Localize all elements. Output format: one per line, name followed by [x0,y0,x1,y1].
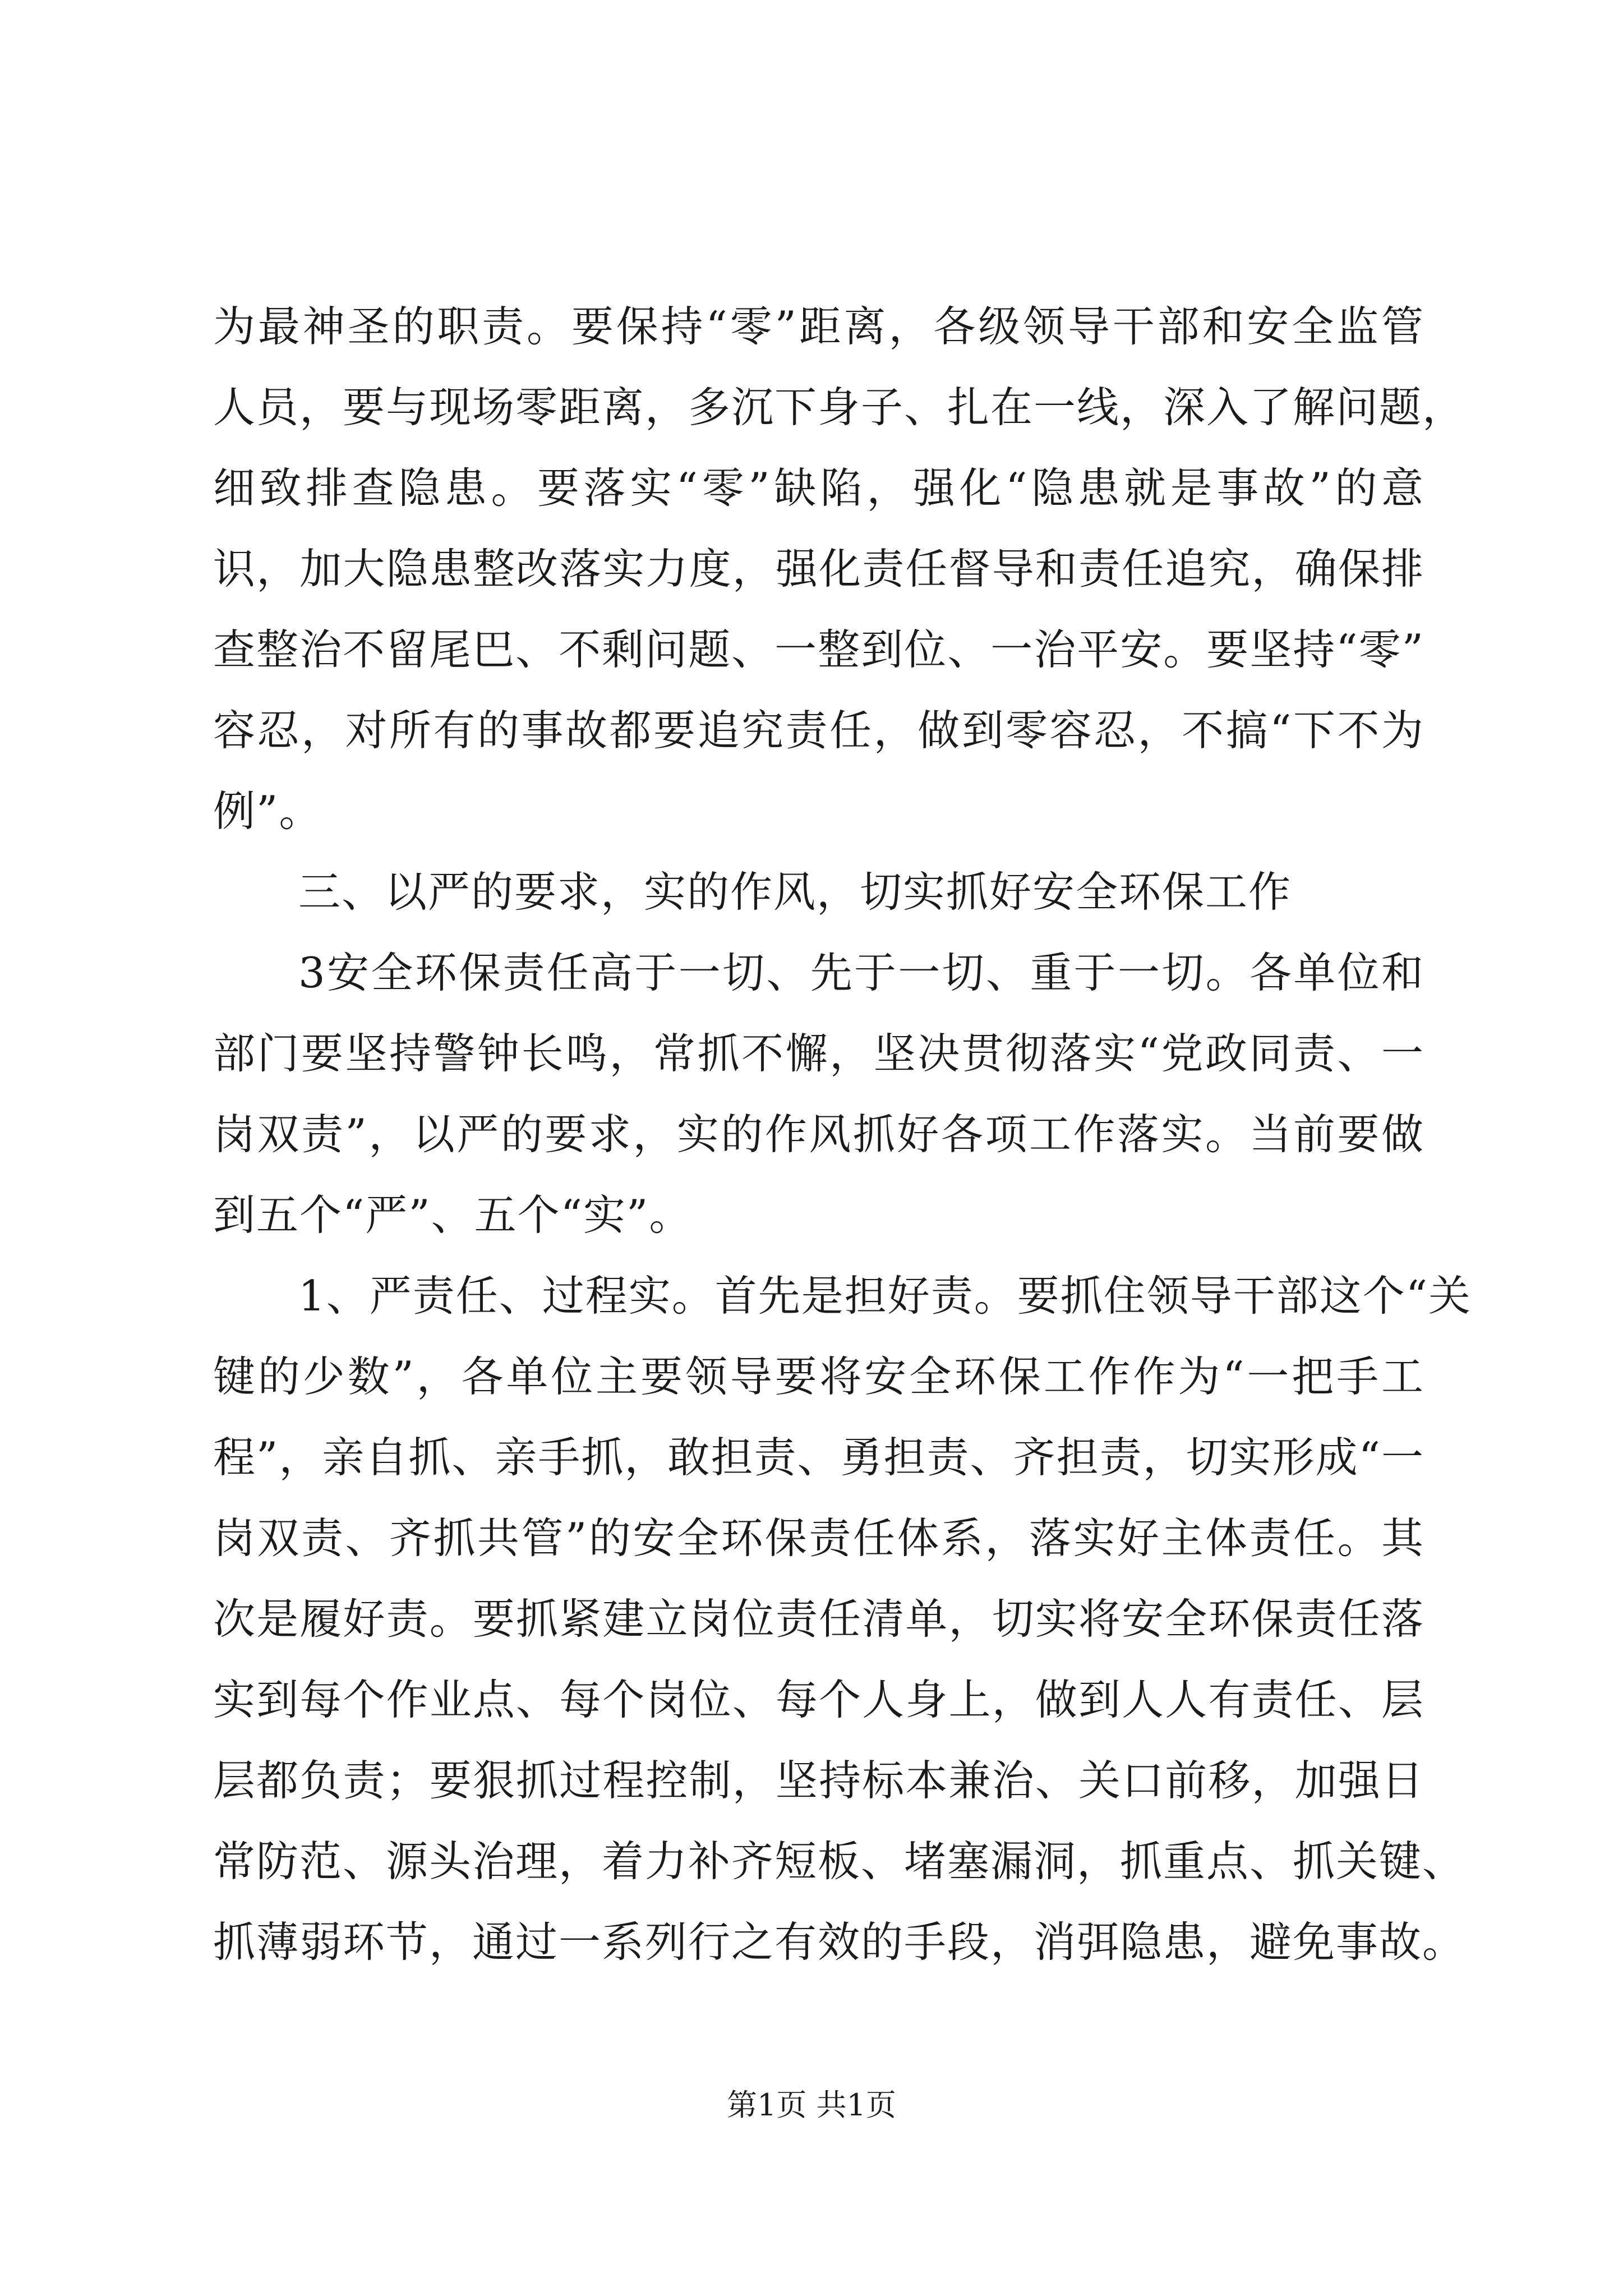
text-line: 1、严责任、过程实。首先是担好责。要抓住领导干部这个“关 [298,1271,1472,1320]
page-footer: 第1页 共1页 [727,2087,896,2123]
section-heading: 三、以严的要求，实的作风，切实抓好安全环保工作 [298,867,1292,917]
text-line: 部门要坚持警钟长鸣，常抓不懈，坚决贯彻落实“党政同责、一 [213,1029,1424,1078]
text-line: 层都负责；要狠抓过程控制，坚持标本兼治、关口前移，加强日 [213,1756,1424,1805]
text-line: 3安全环保责任高于一切、先于一切、重于一切。各单位和 [298,948,1424,997]
body-text [213,286,1472,1982]
text-line: 岗双责、齐抓共管”的安全环保责任体系，落实好主体责任。其 [213,1513,1424,1563]
text-line: 细致排查隐患。要落实“零”缺陷，强化“隐患就是事故”的意 [213,463,1424,513]
text-line: 岗双责”，以严的要求，实的作风抓好各项工作落实。当前要做 [213,1110,1424,1159]
text-line: 实到每个作业点、每个岗位、每个人身上，做到人人有责任、层 [213,1675,1424,1724]
text-line: 为最神圣的职责。要保持“零”距离，各级领导干部和安全监管 [213,302,1424,351]
text-line: 查整治不留尾巴、不剩问题、一整到位、一治平安。要坚持“零” [213,625,1424,674]
text-line: 到五个“严”、五个“实”。 [213,1190,693,1240]
text-line: 抓薄弱环节，通过一系列行之有效的手段，消弭隐患，避免事故。 [213,1917,1466,1967]
text-line: 人员，要与现场零距离，多沉下身子、扎在一线，深入了解问题， [213,383,1466,432]
text-line: 次是履好责。要抓紧建立岗位责任清单，切实将安全环保责任落 [213,1594,1424,1644]
text-line: 程”，亲自抓、亲手抓，敢担责、勇担责、齐担责，切实形成“一 [213,1433,1424,1482]
text-line: 键的少数”，各单位主要领导要将安全环保工作作为“一把手工 [213,1352,1424,1401]
text-line: 识，加大隐患整改落实力度，强化责任督导和责任追究，确保排 [213,544,1424,593]
text-line: 常防范、源头治理，着力补齐短板、堵塞漏洞，抓重点、抓关键、 [213,1837,1466,1886]
text-line: 容忍，对所有的事故都要追究责任，做到零容忍，不搞“下不为 [213,706,1424,755]
text-line: 例”。 [213,786,322,836]
